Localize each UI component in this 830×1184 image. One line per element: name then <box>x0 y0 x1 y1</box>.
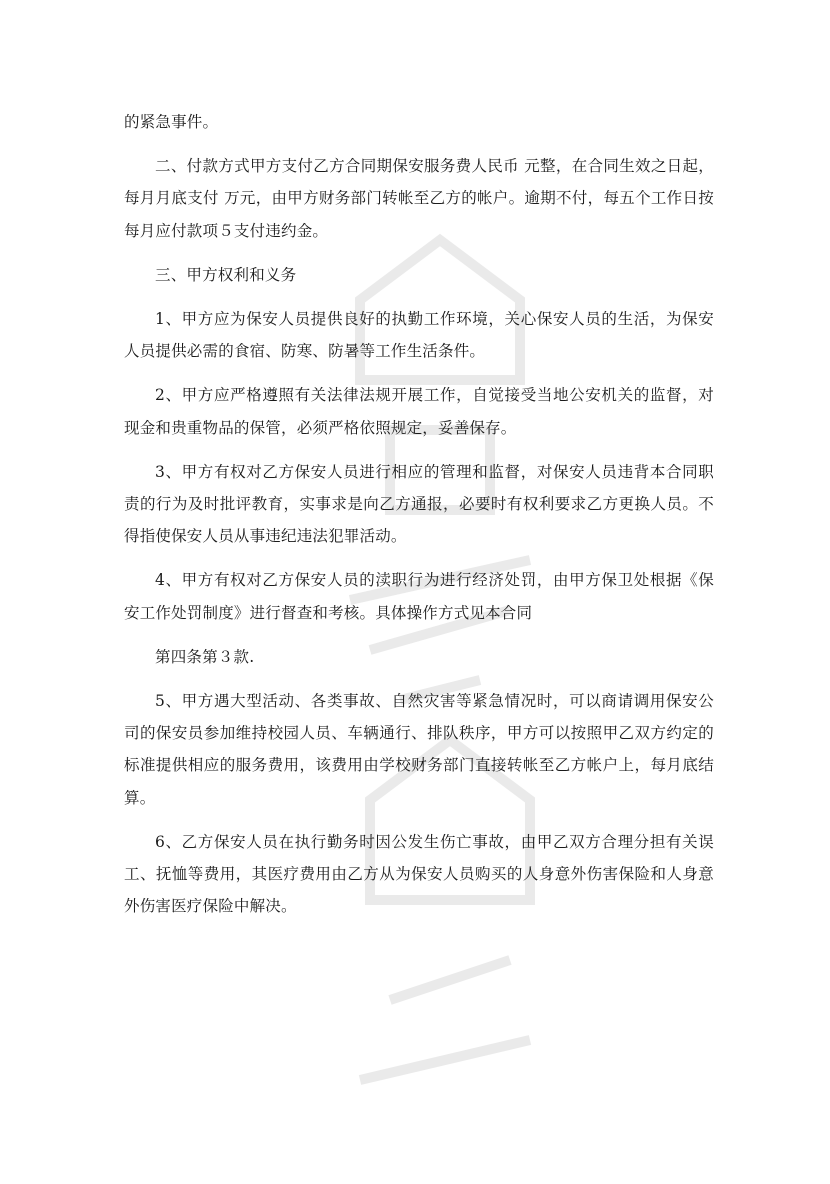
paragraph-5: 3、甲方有权对乙方保安人员进行相应的管理和监督，对保安人员违背本合同职责的行为及时批评教育，实事求是向乙方通报，必要时有权利要求乙方更换人员。不得指使保安人员从事违纪违法犯罪活动。 <box>124 462 714 546</box>
paragraph-4: 2、甲方应严格遵照有关法律法规开展工作，自觉接受当地公安机关的监督，对现金和贵重物品的保管，必须严格依照规定，妥善保存。 <box>124 386 714 437</box>
paragraph-7: 第四条第３款. <box>155 647 255 666</box>
paragraph-8: 5、甲方遇大型活动、各类事故、自然灾害等紧急情况时，可以商请调用保安公司的保安员参加维持校园人员、车辆通行、排队秩序，甲方可以按照甲乙双方约定的标准提供相应的服务费用，该费用由学校财务部门直接转帐至乙方帐户上，每月底结算。 <box>124 692 714 807</box>
paragraph-0: 的紧急事件。 <box>124 113 219 131</box>
paragraph-9: 6、乙方保安人员在执行勤务时因公发生伤亡事故，由甲乙双方合理分担有关误工、抚恤等费用，其医疗费用由乙方从为保安人员购买的人身意外伤害保险和人身意外伤害医疗保险中解决。 <box>124 832 714 916</box>
paragraph-6: 4、甲方有权对乙方保安人员的渎职行为进行经济处罚，由甲方保卫处根据《保安工作处罚制度》进行督查和考核。具体操作方式见本合同 <box>124 571 714 622</box>
document-body <box>124 106 714 922</box>
paragraph-3: 1、甲方应为保安人员提供良好的执勤工作环境，关心保安人员的生活，为保安人员提供必需的食宿、防寒、防暑等工作生活条件。 <box>124 310 714 361</box>
paragraph-2: 三、甲方权利和义务 <box>155 265 297 284</box>
paragraph-1: 二、付款方式甲方支付乙方合同期保安服务费人民币 元整，在合同生效之日起，每月月底支付 万元，由甲方财务部门转帐至乙方的帐户。逾期不付，每五个工作日按每月应付款项５支付违约金。 <box>124 157 714 240</box>
